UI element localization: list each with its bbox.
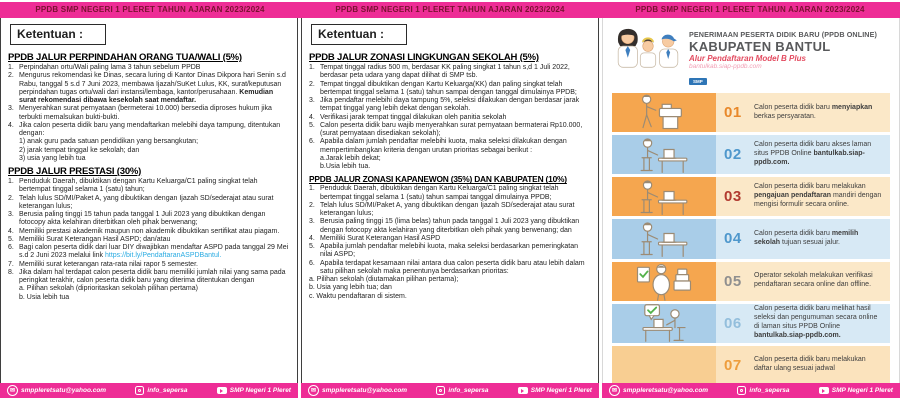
item-number: 1. (8, 178, 14, 185)
list-item (8, 236, 290, 244)
ppdb-online-titles (689, 25, 877, 88)
panel-middle-content (301, 18, 599, 383)
ketentuan-box: Ketentuan : (311, 24, 407, 45)
ppdb-online-header (612, 25, 890, 88)
item-text: Telah lulus SD/MI/Paket A, yang dibuktikan dengan Ijazah SD/sederajat atau surat keterangan lulus; (19, 194, 274, 210)
item-text: a. Pilihan sekolah (diprioritaskan sekolah pilihan pertama) (19, 285, 198, 293)
list-item (8, 211, 290, 228)
item-text: Penduduk Daerah, dibuktikan dengan Kartu Keluarga/C1 paling singkat telah bertempat tinggal selama 1 (satu) tahun; (19, 178, 258, 194)
registration-step-row (612, 219, 890, 258)
item-number: 1. (309, 185, 315, 193)
list-item (309, 81, 591, 98)
step-illustration-icon (631, 218, 697, 260)
list-item (8, 72, 290, 105)
item-number: 4. (8, 227, 14, 235)
footer-bar (0, 383, 298, 398)
step-illustration-cell (612, 346, 716, 383)
youtube-icon (518, 387, 528, 394)
item-text: Apabila terdapat kesamaan nilai antara dua calon peserta didik baru atau lebih dalam satu pilihan sekolah maka penentunya berdasarkan prioritas: (320, 259, 585, 275)
step-text-cell (716, 346, 890, 383)
footer-instagram: info_sepersa (436, 386, 488, 395)
panel-zonasi (301, 18, 599, 398)
list-item (309, 276, 591, 284)
item-number: 3. (309, 218, 315, 226)
step-number: 02 (724, 146, 742, 164)
step-number: 01 (724, 104, 742, 122)
list-item (309, 163, 591, 171)
item-text: Jika calon peserta didik baru yang mendaftarkan melebihi daya tampung, ditentukan dengan: (19, 121, 281, 137)
step-illustration-cell (612, 262, 716, 301)
section-title-zonasi-lingkungan: PPDB JALUR ZONASI LINGKUNGAN SEKOLAH (5%) (309, 52, 539, 63)
step-number: 05 (724, 272, 742, 290)
step-illustration-icon (631, 134, 697, 176)
step-description: Calon peserta didik baru akses laman situs PPDB Online bantulkab.siap-ppdb.com. (754, 141, 872, 167)
email-icon: ✉ (609, 385, 620, 396)
step-illustration-cell (612, 177, 716, 216)
step-illustration-icon (631, 92, 697, 134)
footer-youtube: SMP Negeri 1 Pleret (819, 387, 893, 394)
item-number: 1. (309, 64, 315, 71)
list-item (8, 228, 290, 236)
item-text: a.Jarak lebih dekat; (320, 154, 381, 162)
list-item (309, 114, 591, 122)
registration-step-row (612, 135, 890, 174)
item-text: Calon peserta didik baru wajib menyerahkan surat pernyataan bermaterai Rp10.000, (surat pernyataan disediakan sekolah); (320, 121, 583, 137)
list-item (8, 285, 290, 293)
item-text: Mengurus rekomendasi ke Dinas, secara luring di Kantor Dinas Dikpora hari Senin s.d Rabu, tanggal 5 s.d 7 Juni 2023, membawa Ijazah/SuKet Lulus, KK, surat/keputusan perpindahan tugas ortu/wali dari instansi/lembaga, kantor/perusahaan. Kemudian surat rekomendasi dibawa kesekolah saat mendaftar. (19, 72, 286, 104)
item-text: Jika pendaftar melebihi daya tampung 5%, seleksi dilakukan dengan berdasar jarak tempat tinggal yang lebih dekat dengan sekolah. (320, 97, 580, 113)
item-number: 6. (309, 259, 315, 267)
step-text-cell (716, 177, 890, 216)
item-number: 4. (309, 234, 315, 242)
item-number: 4. (309, 113, 315, 121)
step-description: Calon peserta didik baru menyiapkan berkas persyaratan. (754, 103, 873, 120)
panel-left-content (0, 18, 298, 383)
step-text-cell (716, 304, 890, 343)
page-title: PPDB SMP NEGERI 1 PLERET TAHUN AJARAN 2023/2024 (335, 5, 565, 14)
item-text: Menyerahkan surat pernyataan (bermeterai 10.000) bersedia diproses hukum jika terbukti memalsukan bukti-bukti. (19, 105, 272, 121)
students-illustration (612, 25, 684, 75)
step-number: 04 (724, 230, 742, 248)
step-illustration-cell (612, 135, 716, 174)
list-item (309, 243, 591, 260)
item-text: Tempat tinggal dibuktikan dengan Kartu Keluarga(KK) dan paling singkat telah bertempat tinggal selama 1 (satu) tahun sampai dengan tanggal dimulainya PPDB; (320, 80, 577, 96)
item-number: 6. (8, 244, 14, 251)
panel-perpindahan-prestasi (0, 18, 298, 398)
list-item (8, 269, 290, 286)
item-number: 5. (8, 235, 14, 243)
step-text-cell (716, 93, 890, 132)
item-text: Memiliki Surat Keterangan Hasil ASPD (320, 234, 441, 242)
footer-instagram: info_sepersa (737, 386, 789, 395)
list-item (309, 202, 591, 219)
email-icon: ✉ (7, 385, 18, 396)
item-text: Telah lulus SD/MI/Paket A, yang dibuktikan dengan Ijazah SD/sederajat atau surat keterangan lulus; (320, 201, 575, 217)
step-illustration-icon (631, 176, 697, 218)
footer-bar (602, 383, 900, 398)
item-text: b. Usia lebih tua (19, 293, 70, 301)
kabupaten-title: KABUPATEN BANTUL (689, 39, 831, 54)
list-item (309, 185, 591, 202)
list-item (309, 138, 591, 155)
step-description: Operator sekolah melakukan verifikasi pendaftaran secara online dan offline. (754, 272, 873, 289)
item-text: 2) jarak tempat tinggal ke sekolah; dan (19, 146, 140, 154)
panel-alur-pendaftaran (602, 18, 900, 398)
item-number: 3. (309, 97, 315, 104)
item-text: Berusia paling tinggi 15 (lima belas) tahun pada tanggal 1 Juli 2023 yang dibuktikan dengan fotocopy akta kelahiran yang diterbitkan oleh pihak yang berwenang; dan (320, 218, 580, 234)
step-illustration-icon (631, 260, 697, 302)
instagram-icon (436, 386, 445, 395)
list-item (309, 218, 591, 235)
item-text: b.Usia lebih tua. (320, 163, 371, 170)
step-text-cell (716, 135, 890, 174)
item-text: Verifikasi jarak tempat tinggal dilakukan oleh panitia sekolah (320, 113, 507, 121)
email-icon: ✉ (308, 385, 319, 396)
registration-step-row (612, 262, 890, 301)
list-item (309, 235, 591, 243)
ppdb-url: bantulkab.siap-ppdb.com (689, 63, 762, 70)
top-title-bar (0, 2, 900, 18)
item-number: 2. (8, 194, 14, 202)
step-description: Calon peserta didik baru melihat hasil seleksi dan pengumuman secara online di laman situs PPDB Online bantulkab.siap-ppdb.com. (754, 305, 878, 340)
item-text: Apabila jumlah pendaftar melebihi kuota, maka seleksi berdasarkan pemeringkatan nilai ASPD; (320, 243, 578, 259)
ketentuan-box: Ketentuan : (10, 24, 106, 45)
list-item (309, 97, 591, 114)
prestasi-list (8, 178, 290, 302)
zonasi-kapanewon-list (309, 185, 591, 301)
item-text: a. Pilihan sekolah (diutamakan pilihan pertama); (309, 276, 459, 283)
footer-youtube: SMP Negeri 1 Pleret (518, 387, 592, 394)
list-item (309, 64, 591, 81)
registration-step-row (612, 93, 890, 132)
step-description: Calon peserta didik baru melakukan pengajuan pendaftaran mandiri dengan mengisi formulir secara online. (754, 183, 882, 209)
item-text: Memiliki prestasi akademik maupun non akademik dibuktikan sertifikat atau piagam. (19, 227, 280, 235)
section-title-zonasi-kapanewon: PPDB JALUR ZONASI KAPANEWON (35%) DAN KABUPATEN (10%) (309, 174, 567, 185)
item-number: 3. (8, 105, 14, 113)
item-number: 2. (309, 201, 315, 209)
list-item (309, 122, 591, 139)
item-text: 3) usia yang lebih tua (19, 154, 86, 162)
item-text: Berusia paling tinggi 15 tahun pada tanggal 1 Juli 2023 yang dibuktikan dengan fotocopy akta kelahiran diterbitkan oleh pihak berwenang; (19, 211, 266, 227)
footer-email: ✉ smppleretsatu@yahoo.com (308, 385, 407, 396)
perpindahan-list (8, 64, 290, 163)
item-number: 4. (8, 121, 14, 129)
alur-subtitle: Alur Pendaftaran Model B Plus (689, 54, 806, 63)
item-number: 3. (8, 211, 14, 218)
footer-youtube: SMP Negeri 1 Pleret (217, 387, 291, 394)
step-illustration-icon (631, 302, 697, 344)
item-text: c. Waktu pendaftaran di sistem. (309, 292, 407, 300)
item-number: 1. (8, 64, 14, 71)
item-text: Jika dalam hal terdapat calon peserta didik baru memiliki jumlah nilai yang sama pada peringkat terakhir, calon peserta didik baru yang diterima ditentukan dengan (19, 268, 286, 284)
list-item (8, 64, 290, 72)
list-item (8, 244, 290, 261)
aspd-registration-link[interactable]: https://bit.ly/PendaftaranASPDBantul. (105, 252, 222, 260)
step-text-cell (716, 219, 890, 258)
item-number: 5. (309, 243, 315, 250)
registration-steps (612, 93, 890, 383)
zonasi-lingkungan-list (309, 64, 591, 171)
registration-step-row (612, 304, 890, 343)
page-title: PPDB SMP NEGERI 1 PLERET TAHUN AJARAN 2023/2024 (635, 5, 865, 14)
smp-badge: SMP (689, 78, 707, 85)
item-number: 5. (309, 121, 315, 129)
ppdb-online-title: PENERIMAAN PESERTA DIDIK BARU (PPDB ONLINE) (689, 30, 877, 39)
footer-email: ✉ smppleretsatu@yahoo.com (609, 385, 708, 396)
item-text: 1) anak guru pada satuan pendidikan yang bersangkutan; (19, 138, 199, 146)
item-text: Perpindahan ortu/Wali paling lama 3 tahun sebelum PPDB (19, 64, 201, 71)
item-number: 2. (309, 80, 315, 88)
step-text-cell (716, 262, 890, 301)
step-description: Calon peserta didik baru memilih sekolah tujuan sesuai jalur. (754, 229, 859, 246)
list-item (8, 138, 290, 146)
item-number: 6. (309, 138, 315, 146)
registration-step-row (612, 346, 890, 383)
step-illustration-cell (612, 219, 716, 258)
footer-instagram: info_sepersa (135, 386, 187, 395)
list-item (8, 105, 290, 122)
list-item (8, 147, 290, 155)
item-text: Bagi calon peserta didik dari luar DIY diwajibkan mendaftar ASPD pada tanggal 29 Mei s.d 2 Juni 2023 melalui link https://bit.ly/PendaftaranASPDBantul. (19, 244, 289, 260)
item-number: 8. (8, 268, 14, 276)
step-illustration-cell (612, 304, 716, 343)
item-text: Penduduk Daerah, dibuktikan dengan Kartu Keluarga/C1 paling singkat telah bertempat tinggal selama 1 (satu) tahun sampai tanggal dimulainya PPDB; (320, 185, 559, 201)
panel-right-content (602, 18, 900, 383)
list-item (8, 294, 290, 302)
item-text: Memiliki Surat Keterangan Hasil ASPD; dan/atau (19, 235, 171, 243)
item-text: b. Usia yang lebih tua; dan (309, 284, 392, 292)
youtube-icon (217, 387, 227, 394)
list-item (8, 261, 290, 269)
step-number: 03 (724, 188, 742, 206)
footer-email: ✉ smppleretsatu@yahoo.com (7, 385, 106, 396)
list-item (8, 122, 290, 139)
footer-bar (301, 383, 599, 398)
section-title-perpindahan: PPDB JALUR PERPINDAHAN ORANG TUA/WALI (5%) (8, 52, 242, 63)
section-title-prestasi: PPDB JALUR PRESTASI (30%) (8, 166, 142, 177)
list-item (8, 178, 290, 195)
youtube-icon (819, 387, 829, 394)
item-number: 7. (8, 260, 14, 268)
page-title: PPDB SMP NEGERI 1 PLERET TAHUN AJARAN 2023/2024 (35, 5, 265, 14)
list-item (8, 155, 290, 163)
list-item (8, 195, 290, 212)
step-number: 06 (724, 314, 742, 332)
item-text: Tempat tinggal radius 500 m, berdasar KK paling singkat 1 tahun s,d 1 Juli 2022, berdasar peta udara yang dapat dilihat di SMP tsb. (320, 64, 570, 80)
step-illustration-cell (612, 93, 716, 132)
instagram-icon (737, 386, 746, 395)
list-item (309, 155, 591, 163)
item-text: Apabila dalam jumlah pendaftar melebihi kuota, maka seleksi dilakukan dengan mempertimbangkan kriteria dengan urutan prioritas sebagai berikut : (320, 138, 567, 154)
list-item (309, 284, 591, 292)
step-description: Calon peserta didik baru melakukan daftar ulang sesuai jadwal (754, 356, 866, 373)
list-item (309, 293, 591, 301)
registration-step-row (612, 177, 890, 216)
item-number: 2. (8, 72, 14, 80)
item-text: Memiliki surat keterangan rata-rata nilai rapor 5 semester. (19, 260, 198, 268)
instagram-icon (135, 386, 144, 395)
list-item (309, 260, 591, 277)
step-number: 07 (724, 356, 742, 374)
